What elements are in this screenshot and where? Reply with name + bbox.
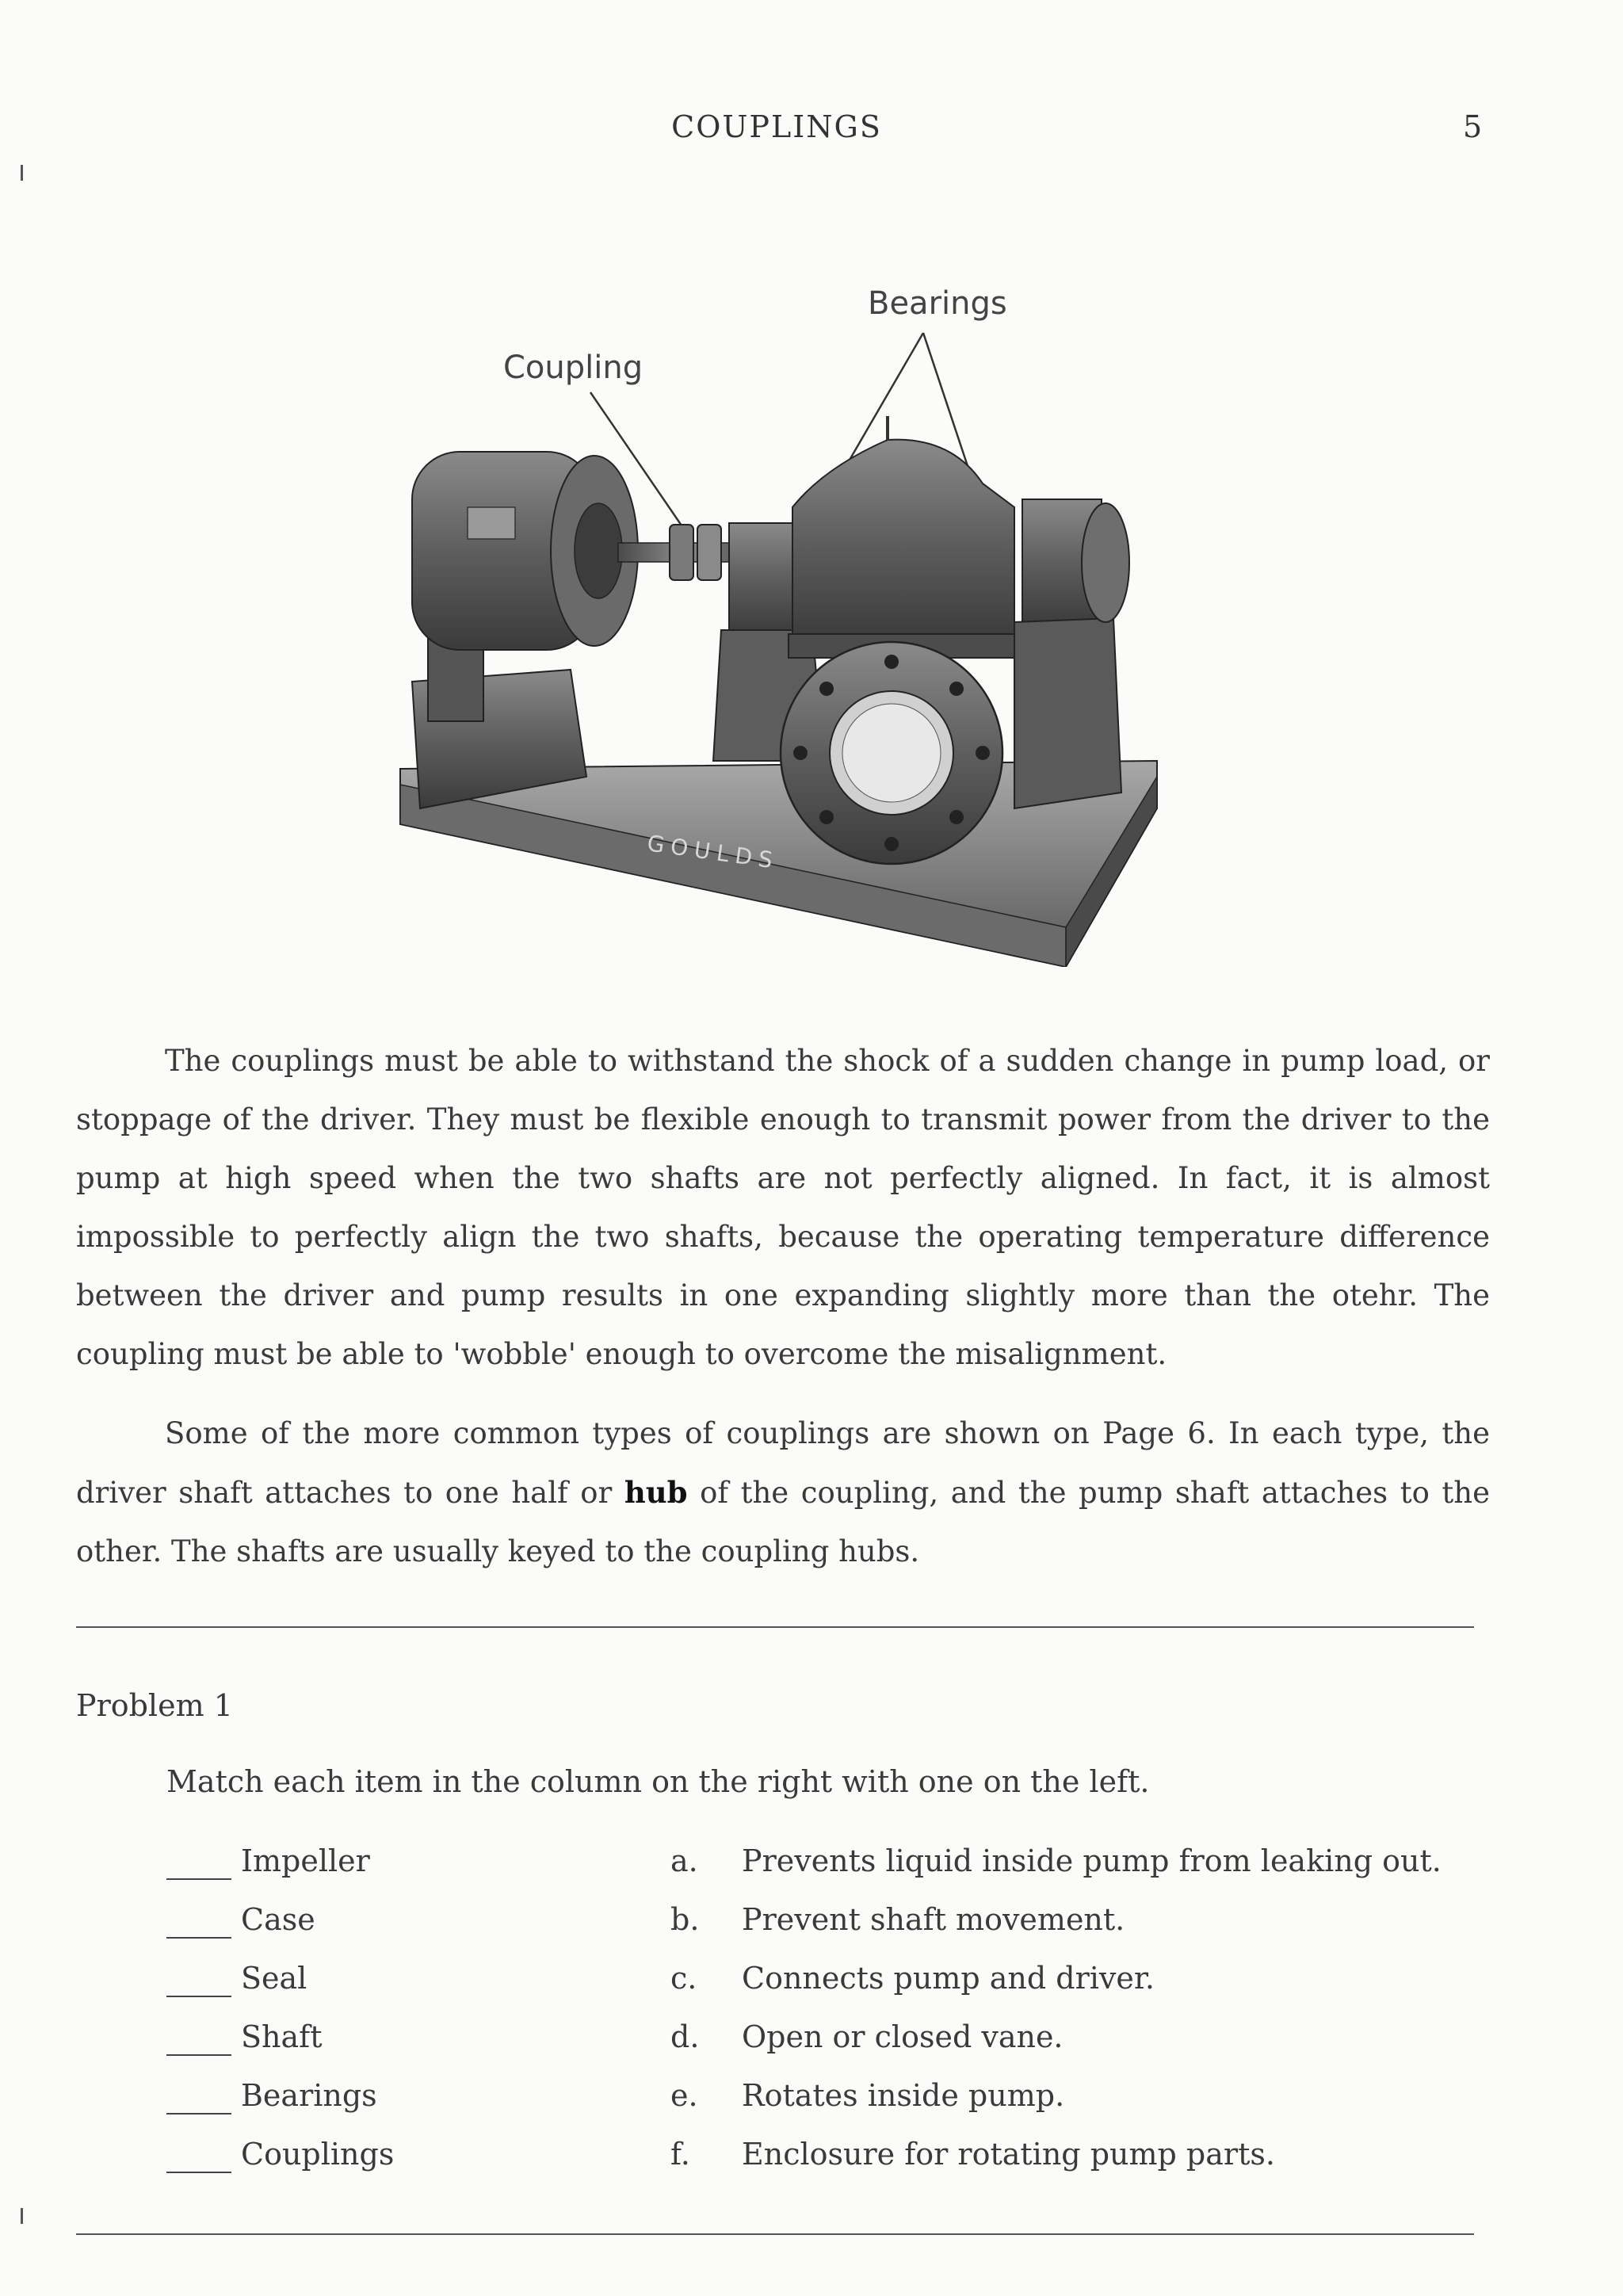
hub-term: hub	[624, 1475, 688, 1510]
motor-end-hub	[575, 503, 622, 598]
margin-tick-top	[21, 165, 23, 181]
problem-label: Problem 1	[76, 1688, 233, 1723]
match-letter: e.	[670, 2078, 698, 2113]
body-paragraph-2-block	[76, 1404, 1490, 1581]
match-row	[0, 2137, 1623, 2184]
answer-blank[interactable]	[166, 2172, 231, 2173]
goulds-nameplate: GOULDS	[645, 830, 781, 875]
match-description: Prevent shaft movement.	[742, 1902, 1125, 1937]
coupling-hub-right	[697, 525, 721, 580]
divider-top	[76, 1626, 1474, 1628]
body-paragraph-1: The couplings must be able to withstand the shock of a sudden change in pump load, or stoppage of the driver. They must be flexible enough to transmit power from the driver to the pump at high speed when the two shafts are not perfectly aligned. In fact, it is almost impossible to perfectly align the two shafts, because the operating temperature difference between the driver and pump results in one expanding slightly more than the otehr. The coupling must be able to 'wobble' enough to overcome the misalignment.	[76, 1044, 1490, 1371]
match-row	[0, 2078, 1623, 2126]
match-letter: a.	[670, 1843, 698, 1878]
pump-upper-casing	[792, 440, 1014, 642]
match-description: Prevents liquid inside pump from leaking out.	[742, 1843, 1442, 1878]
match-term: Case	[241, 1902, 315, 1937]
suction-bore	[842, 704, 941, 802]
pump-motor-drawing	[380, 269, 1173, 967]
body-paragraph-2	[76, 1404, 1490, 1581]
motor-nameplate	[468, 507, 515, 539]
pump-illustration	[380, 269, 1173, 967]
bearing-housing-left	[729, 523, 800, 634]
match-letter: b.	[670, 1902, 700, 1937]
problem-instruction: Match each item in the column on the right with one on the left.	[166, 1764, 1150, 1799]
divider-bottom	[76, 2233, 1474, 2235]
match-term: Couplings	[241, 2137, 395, 2172]
coupling-callout-label: Coupling	[503, 350, 643, 386]
match-description: Connects pump and driver.	[742, 1961, 1155, 1996]
answer-blank[interactable]	[166, 1996, 231, 1997]
match-letter: f.	[670, 2137, 690, 2172]
match-term: Shaft	[241, 2019, 323, 2054]
page-header-title: COUPLINGS	[671, 109, 882, 144]
p2-text-after: of the coupling, and the pump shaft attaches to the other. The shafts are usually keyed to the coupling hubs.	[76, 1476, 1490, 1568]
match-row	[0, 1843, 1623, 1891]
match-term: Bearings	[241, 2078, 377, 2113]
match-term: Impeller	[241, 1843, 370, 1878]
match-row	[0, 1961, 1623, 2008]
answer-blank[interactable]	[166, 1878, 231, 1880]
match-description: Rotates inside pump.	[742, 2078, 1065, 2113]
p2-text-before: Some of the more common types of couplings are shown on Page 6. In each type, the driver shaft attaches to one half or	[76, 1416, 1490, 1510]
answer-blank[interactable]	[166, 1937, 231, 1939]
match-letter: d.	[670, 2019, 700, 2054]
bearing-end-cap	[1082, 503, 1129, 622]
answer-blank[interactable]	[166, 2054, 231, 2056]
match-term: Seal	[241, 1961, 307, 1996]
margin-tick-bottom	[21, 2208, 23, 2224]
bearings-callout-label: Bearings	[868, 285, 1007, 322]
match-row	[0, 2019, 1623, 2067]
answer-blank[interactable]	[166, 2113, 231, 2115]
match-description: Open or closed vane.	[742, 2019, 1064, 2054]
body-paragraph-1-block	[76, 1032, 1490, 1384]
match-description: Enclosure for rotating pump parts.	[742, 2137, 1275, 2172]
match-letter: c.	[670, 1961, 697, 1996]
match-row	[0, 1902, 1623, 1950]
coupling-hub-left	[670, 525, 693, 580]
pump-support-right	[1014, 618, 1121, 808]
page-number: 5	[1463, 109, 1483, 144]
